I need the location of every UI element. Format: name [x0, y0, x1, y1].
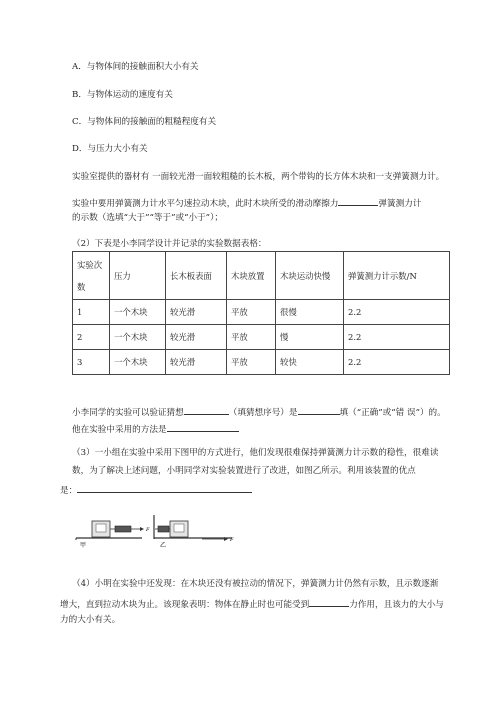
correct-wrong-blank[interactable] [298, 404, 340, 415]
q2-after-text-a: 小李同学的实验可以验证猜想 [72, 408, 184, 418]
table-row [73, 325, 450, 350]
table-header-cell: 长木板表面 [166, 252, 227, 300]
table-header-cell: 实验次数 [73, 252, 110, 300]
table-cell: 3 [73, 350, 110, 375]
advantage-blank[interactable] [77, 482, 252, 493]
figure-yi [154, 515, 234, 549]
table-cell: 一个木块 [110, 325, 166, 350]
force-label-yi: F [230, 537, 234, 543]
q4-text-b: 力作用，且该力的大小与 [349, 600, 444, 610]
option-b: B．与物体运动的速度有关 [72, 90, 173, 100]
force-type-blank[interactable] [309, 596, 349, 607]
option-c: C．与物体间的接触面的粗糙程度有关 [72, 117, 217, 127]
q3-line2: 数，为了解决上述问题，小明同学对实验装置进行了改进，如图乙所示。利用该装置的优点 [72, 466, 416, 476]
q4-text-a: 增大，直到拉动木块为止。该现象表明：物体在静止时也可能受到 [60, 600, 310, 610]
hypothesis-number-blank[interactable] [184, 404, 229, 415]
table-cell: 较快 [276, 350, 344, 375]
table-cell: 1 [73, 300, 110, 325]
table-header-cell: 木块放置 [227, 252, 276, 300]
method-blank[interactable] [167, 421, 239, 432]
table-cell: 较光滑 [166, 350, 227, 375]
option-d: D．与压力大小有关 [72, 144, 148, 154]
intro-text: 实验室提供的器材有 一面较光滑一面较粗糙的长木板，两个带钩的长方体木块和一支弹簧测力计。 [72, 172, 445, 182]
q4-line2 [60, 596, 444, 611]
data-table [72, 251, 450, 375]
table-cell: 很慢 [276, 300, 344, 325]
table-cell: 2.2 [344, 325, 450, 350]
table-header-cell: 压力 [110, 252, 166, 300]
spring-scale [158, 526, 169, 532]
table-header-cell: 木块运动快慢 [276, 252, 344, 300]
method-text: 他在实验中采用的方法是 [72, 425, 167, 435]
q3-line3 [60, 482, 252, 497]
table-cell: 慢 [276, 325, 344, 350]
q2-after-text-c: 填（“正确”或“错 误”）的。 [339, 408, 446, 418]
table-cell: 较光滑 [166, 325, 227, 350]
q2-after-text-b: （填猜想序号）是 [228, 408, 298, 418]
q2-after-line1 [72, 404, 446, 419]
table-cell: 2 [73, 325, 110, 350]
force-label-jia: F [146, 527, 150, 533]
table-cell: 较光滑 [166, 300, 227, 325]
figure-jia [76, 521, 150, 549]
table-row [73, 300, 450, 325]
q1-text-a: 实验中要用弹簧测力计水平匀速拉动木块，此时木块所受的滑动摩擦力 [72, 199, 339, 209]
table-cell: 平放 [227, 300, 276, 325]
spring-scale [115, 526, 131, 532]
label-yi: 乙 [160, 542, 167, 549]
option-a: A．与物体间的接触面积大小有关 [72, 62, 199, 72]
table-cell: 平放 [227, 350, 276, 375]
q2-after-line2 [72, 421, 239, 436]
q4-line3: 力的大小有关。 [60, 615, 121, 625]
table-header-row [73, 252, 450, 300]
q3-text: 是： [60, 486, 78, 496]
table-cell: 一个木块 [110, 350, 166, 375]
q1-line1 [72, 195, 421, 210]
q3-line1: （3）一小组在实验中采用下图甲的方式进行，他们发现很难保持弹簧测力计示数的稳性，很难读 [72, 448, 439, 458]
table-cell: 2.2 [344, 350, 450, 375]
table-header-cell: 弹簧测力计示数/N [344, 252, 450, 300]
table-row [73, 350, 450, 375]
q1-answer-blank[interactable] [338, 195, 378, 206]
experiment-figure [72, 509, 242, 549]
q2-title: （2）下表是小李同学设计并记录的实验数据表格： [72, 239, 267, 249]
q1-line2: 的示数（选填“大于”“等于”或“小于”）； [72, 213, 223, 223]
table-cell: 一个木块 [110, 300, 166, 325]
q4-line1: （4）小明在实验中还发现：在木块还没有被拉动的情况下，弹簧测力计仍然有示数，且示数逐渐 [72, 579, 439, 589]
table-cell: 2.2 [344, 300, 450, 325]
table-cell: 平放 [227, 325, 276, 350]
label-jia: 甲 [80, 542, 87, 549]
q1-text-b: 弹簧测力计 [378, 199, 422, 209]
